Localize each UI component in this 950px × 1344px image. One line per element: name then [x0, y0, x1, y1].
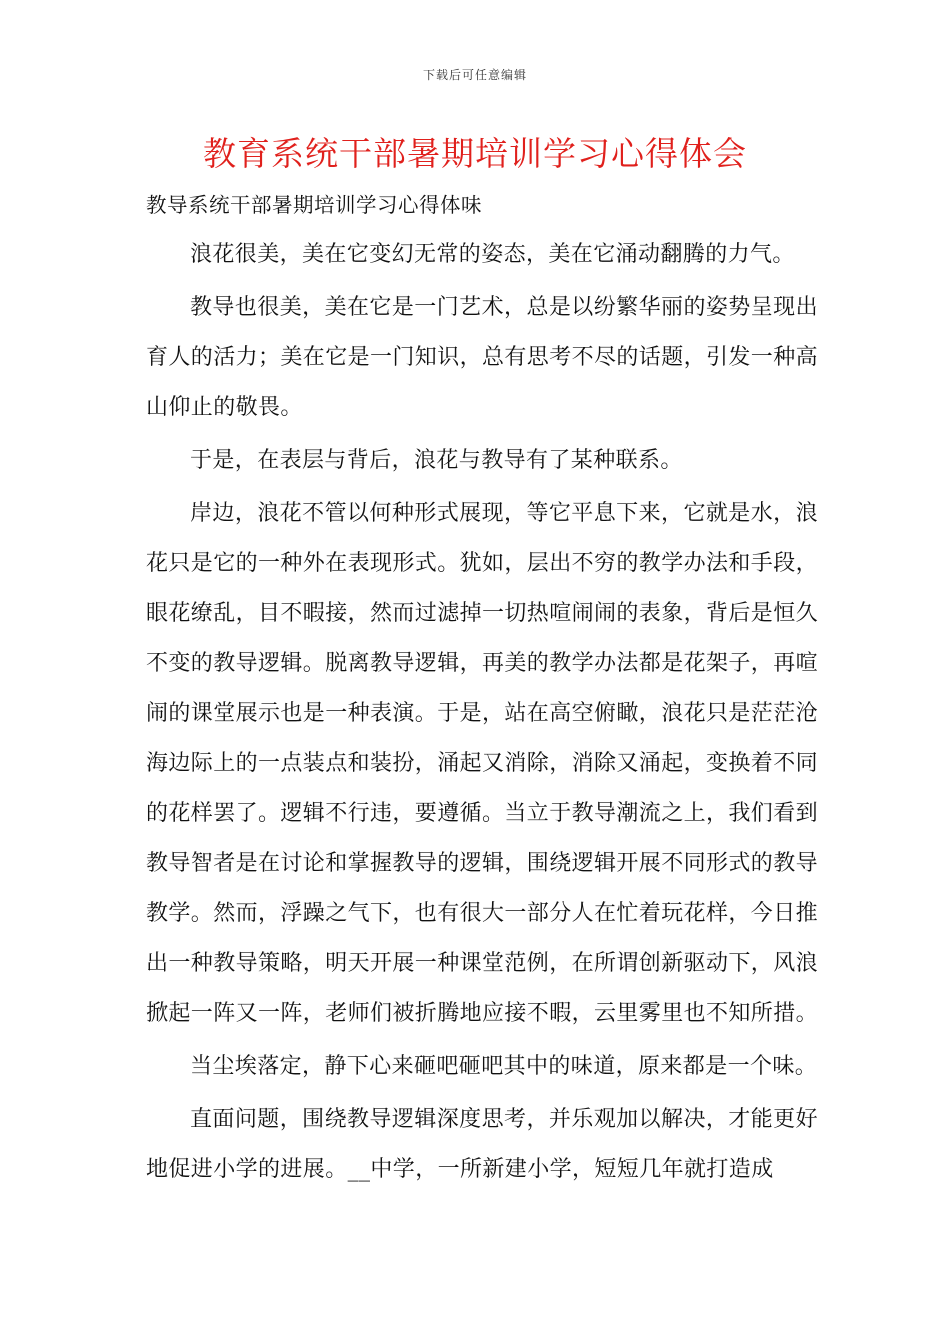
paragraph: 当尘埃落定，静下心来砸吧砸吧其中的味道，原来都是一个味。: [190, 1054, 818, 1079]
header-note: 下载后可任意编辑: [422, 68, 527, 82]
paragraph: 于是，在表层与背后，浪花与教导有了某种联系。: [190, 448, 683, 473]
paragraph: 直面问题，围绕教导逻辑深度思考，并乐观加以解决，才能更好地促进小学的进展。__中学，一所新建小学，短短几年就打造成: [146, 1107, 818, 1182]
document-title: 教育系统干部暑期培训学习心得体会: [203, 134, 747, 173]
document-body: [146, 230, 818, 1195]
paragraph: 岸边，浪花不管以何种形式展现，等它平息下来，它就是水，浪花只是它的一种外在表现形式。犹如，层出不穷的教学办法和手段，眼花缭乱，目不暇接，然而过滤掉一切热喧闹闹的表象，背后是恒久不变的教导逻辑。脱离教导逻辑，再美的教学办法都是花架子，再喧闹的课堂展示也是一种表演。于是，站在高空俯瞰，浪花只是茫茫沧海边际上的一点装点和装扮，涌起又消除，消除又涌起，变换着不同的花样罢了。逻辑不行违，要遵循。当立于教导潮流之上，我们看到教导智者是在讨论和掌握教导的逻辑，围绕逻辑开展不同形式的教导教学。然而，浮躁之气下，也有很大一部分人在忙着玩花样，今日推出一种教导策略，明天开展一种课堂范例，在所谓创新驱动下，风浪掀起一阵又一阵，老师们被折腾地应接不暇，云里雾里也不知所措。: [146, 501, 819, 1026]
document-subtitle: 教导系统干部暑期培训学习心得体味: [146, 193, 482, 217]
paragraph: 浪花很美，美在它变幻无常的姿态，美在它涌动翻腾的力气。: [190, 242, 795, 267]
paragraph: 教导也很美，美在它是一门艺术，总是以纷繁华丽的姿势呈现出育人的活力；美在它是一门知识，总有思考不尽的话题，引发一种高山仰止的敬畏。: [146, 295, 819, 420]
